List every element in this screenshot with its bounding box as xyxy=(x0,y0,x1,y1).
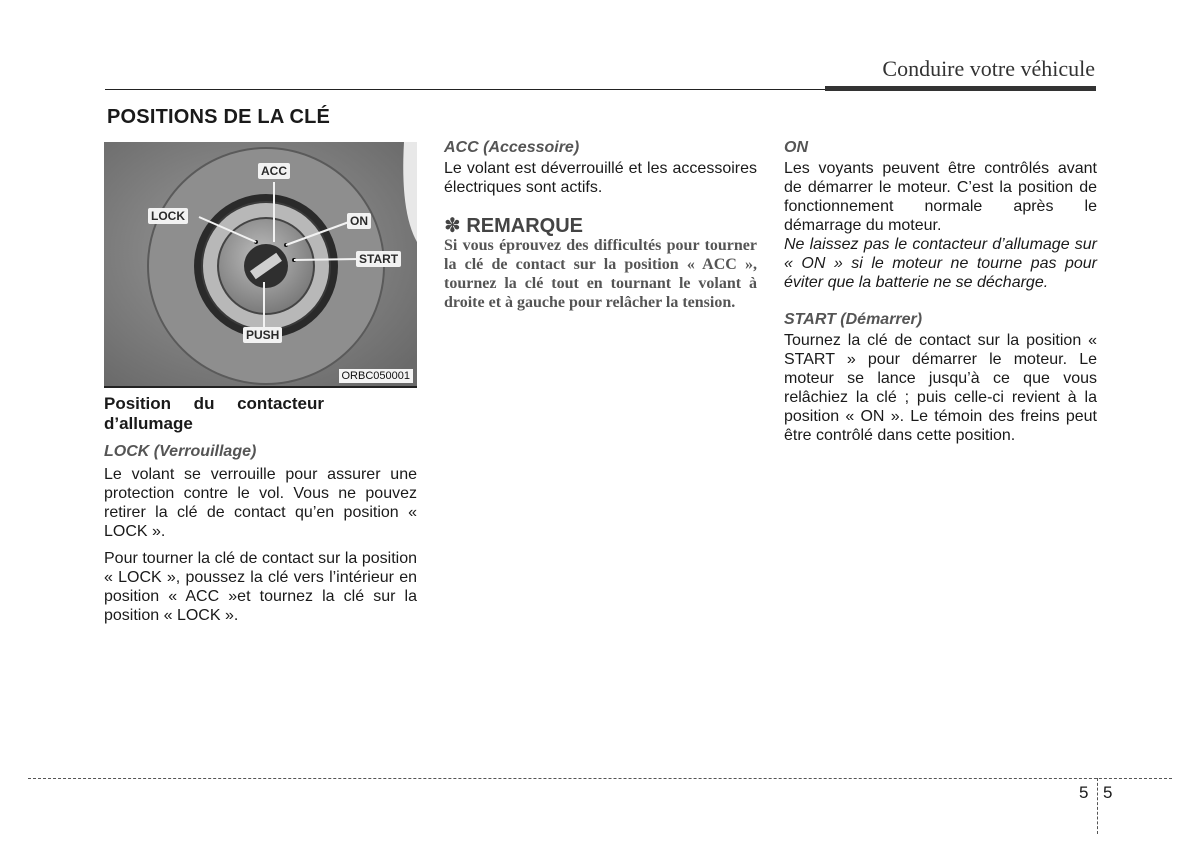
acc-heading: ACC (Accessoire) xyxy=(444,139,580,156)
acc-paragraph: Le volant est déverrouillé et les accessoires électriques sont actifs. xyxy=(444,160,757,196)
lock-paragraph-1: Le volant se verrouille pour assurer une protection contre le vol. Vous ne pouvez retirer la clé de contact qu’en position « LOCK ». xyxy=(104,466,417,540)
remark-title: ✽ REMARQUE xyxy=(444,215,583,237)
label-on: ON xyxy=(347,213,371,229)
header-rule-accent xyxy=(825,86,1096,91)
lock-heading: LOCK (Verrouillage) xyxy=(104,443,257,460)
start-paragraph: Tournez la clé de contact sur la position « START » pour démarrer le moteur. Le moteur se lance jusqu’à ce que vous relâchiez la clé ; puis celle-ci revient à la position « ON ». Le témoin des freins peut être contrôlé dans cette position. xyxy=(784,332,1097,444)
page-number: 5 xyxy=(1103,783,1113,802)
column-2 xyxy=(444,138,757,312)
label-push: PUSH xyxy=(243,327,282,343)
on-paragraph: Les voyants peuvent être contrôlés avant de démarrer le moteur. C’est la position de fonctionnement normale après le démarrage du moteur. xyxy=(784,160,1097,234)
on-note: Ne laissez pas le contacteur d’allumage sur « ON » si le moteur ne tourne pas pour éviter que la batterie ne se décharge. xyxy=(784,236,1097,291)
page-chapter-number: 5 xyxy=(1079,783,1089,802)
label-start: START xyxy=(356,251,401,267)
lock-paragraph-2: Pour tourner la clé de contact sur la position « LOCK », poussez la clé vers l’intérieur en position « ACC »et tournez la clé sur la position « LOCK ». xyxy=(104,550,417,624)
footer-rule xyxy=(28,778,1172,779)
start-heading: START (Démarrer) xyxy=(784,311,923,328)
ignition-switch-figure xyxy=(104,142,417,386)
figure-rule xyxy=(104,386,417,388)
column-3 xyxy=(784,138,1097,445)
header-rule xyxy=(105,89,825,90)
column-1 xyxy=(104,394,417,625)
label-lock: LOCK xyxy=(148,208,188,224)
label-acc: ACC xyxy=(258,163,290,179)
footer-divider xyxy=(1097,778,1098,834)
chapter-title: Conduire votre véhicule xyxy=(882,56,1095,81)
section-title: POSITIONS DE LA CLÉ xyxy=(107,106,331,128)
ignition-position-subtitle: Position du contacteur d’allumage xyxy=(104,394,324,433)
on-heading: ON xyxy=(784,139,808,156)
figure-code: ORBC050001 xyxy=(339,369,414,383)
remark-body: Si vous éprouvez des difficultés pour tourner la clé de contact sur la position « ACC », tournez la clé tout en tournant le volant à droite et à gauche pour relâcher la tension. xyxy=(444,237,757,311)
